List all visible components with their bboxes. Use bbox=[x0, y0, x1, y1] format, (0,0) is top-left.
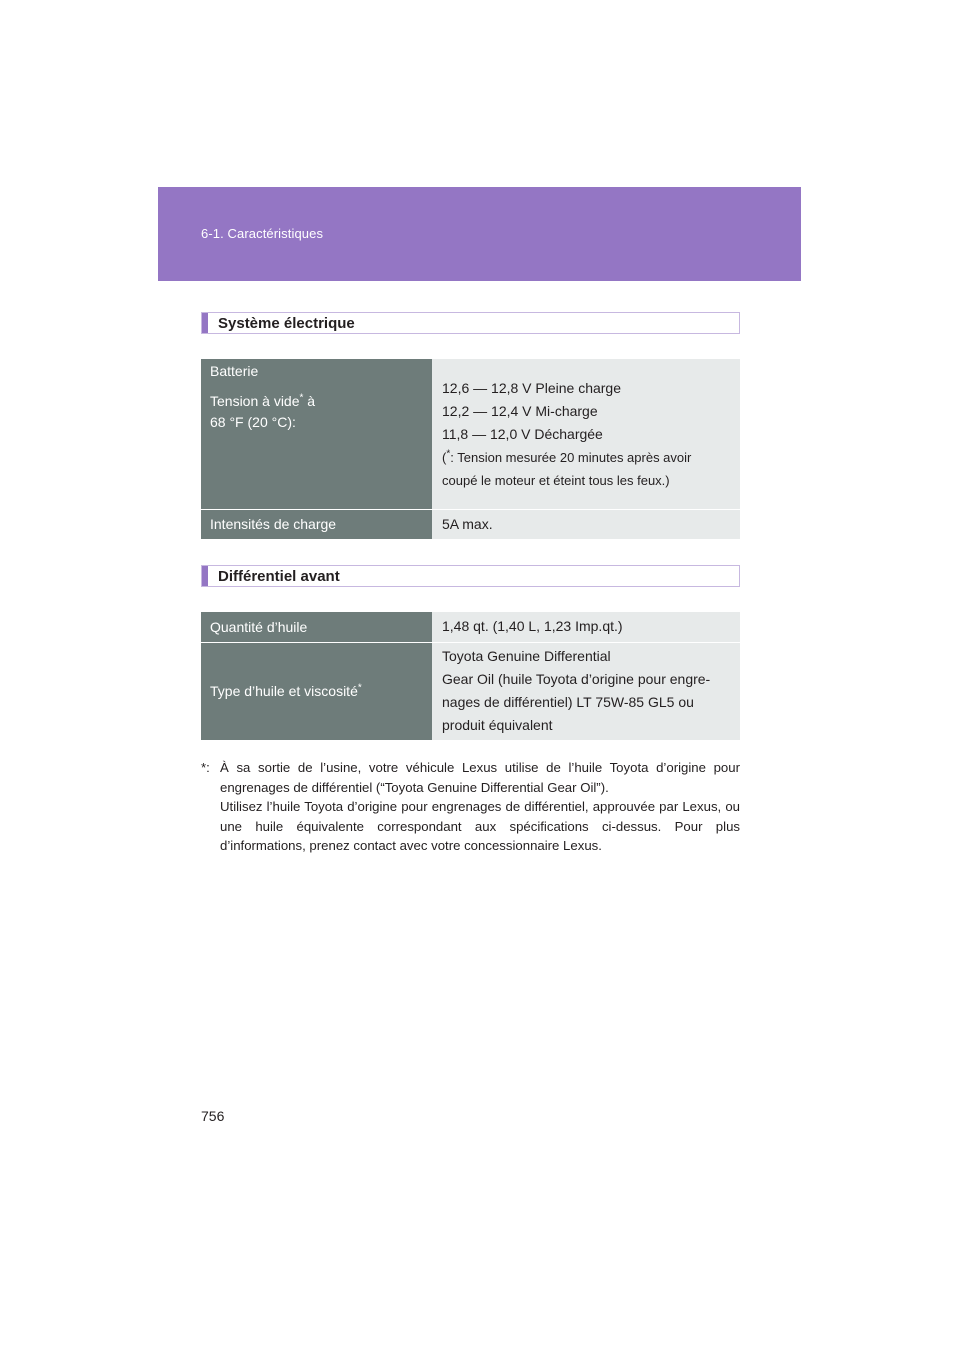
section-title-differential bbox=[201, 565, 740, 587]
oil-type-line-2: Gear Oil (huile Toyota d’origine pour engre- bbox=[442, 671, 711, 688]
table-row bbox=[201, 642, 740, 740]
footnote-star: * bbox=[357, 682, 362, 694]
voltage-line-1: 12,6 — 12,8 V Pleine charge bbox=[442, 380, 622, 397]
footnote-body bbox=[220, 758, 740, 856]
chapter-header-band bbox=[158, 187, 801, 281]
differential-spec-table bbox=[201, 612, 740, 740]
row-value-oil-quantity: 1,48 qt. (1,40 L, 1,23 Imp.qt.) bbox=[432, 612, 740, 642]
voltage-note: (*: Tension mesurée 20 minutes après avoir bbox=[442, 448, 692, 466]
table-row bbox=[201, 359, 740, 387]
row-value-oil-type bbox=[432, 642, 740, 740]
row-label-open-voltage: Tension à vide* à 68 °F (20 °C): bbox=[201, 387, 432, 509]
footnote-text-2: Utilisez l’huile Toyota d’origine pour engrenages de différentiel, approuvée par Lexus, ou une huile équivalente correspondant aux spécifications ci-dessus. Pour plus d’informations, prenez contact avec votre concessionnaire Lexus. bbox=[220, 799, 740, 853]
oil-type-line-4: produit équivalent bbox=[442, 717, 553, 734]
footnote-star: * bbox=[299, 392, 304, 404]
section-accent-bar bbox=[202, 313, 208, 333]
electrical-spec-table bbox=[201, 359, 740, 539]
row-label-battery: Batterie bbox=[201, 359, 432, 387]
footnote-text: À sa sortie de l’usine, votre véhicule Lexus utilise de l’huile Toyota d’origine pour engrenages de différentiel (“Toyota Genuine Differential Gear Oil”). bbox=[220, 760, 740, 795]
page-number: 756 bbox=[201, 1108, 225, 1124]
section-title-label: Système électrique bbox=[218, 315, 355, 332]
voltage-line-2: 12,2 — 12,4 V Mi-charge bbox=[442, 403, 598, 420]
chapter-title: 6-1. Caractéristiques bbox=[201, 226, 324, 241]
row-value-voltage bbox=[432, 359, 740, 509]
footnote bbox=[201, 758, 740, 856]
footnote-star: * bbox=[446, 448, 451, 460]
row-label-oil-type: Type d’huile et viscosité* bbox=[201, 642, 432, 740]
row-label-oil-quantity: Quantité d’huile bbox=[201, 612, 432, 642]
section-title-label: Différentiel avant bbox=[218, 568, 340, 585]
row-value-charge: 5A max. bbox=[432, 509, 740, 539]
oil-type-line-1: Toyota Genuine Differential bbox=[442, 648, 611, 665]
footnote-mark: *: bbox=[201, 760, 210, 775]
row-label-charge: Intensités de charge bbox=[201, 509, 432, 539]
table-row bbox=[201, 612, 740, 642]
oil-type-line-3: nages de différentiel) LT 75W-85 GL5 ou bbox=[442, 694, 694, 711]
voltage-line-3: 11,8 — 12,0 V Déchargée bbox=[442, 426, 603, 443]
section-title-electrical bbox=[201, 312, 740, 334]
row-label-open-voltage-line2: 68 °F (20 °C): bbox=[210, 414, 296, 430]
section-accent-bar bbox=[202, 566, 208, 586]
table-row bbox=[201, 509, 740, 539]
voltage-note-line2: coupé le moteur et éteint tous les feux.) bbox=[442, 473, 670, 489]
